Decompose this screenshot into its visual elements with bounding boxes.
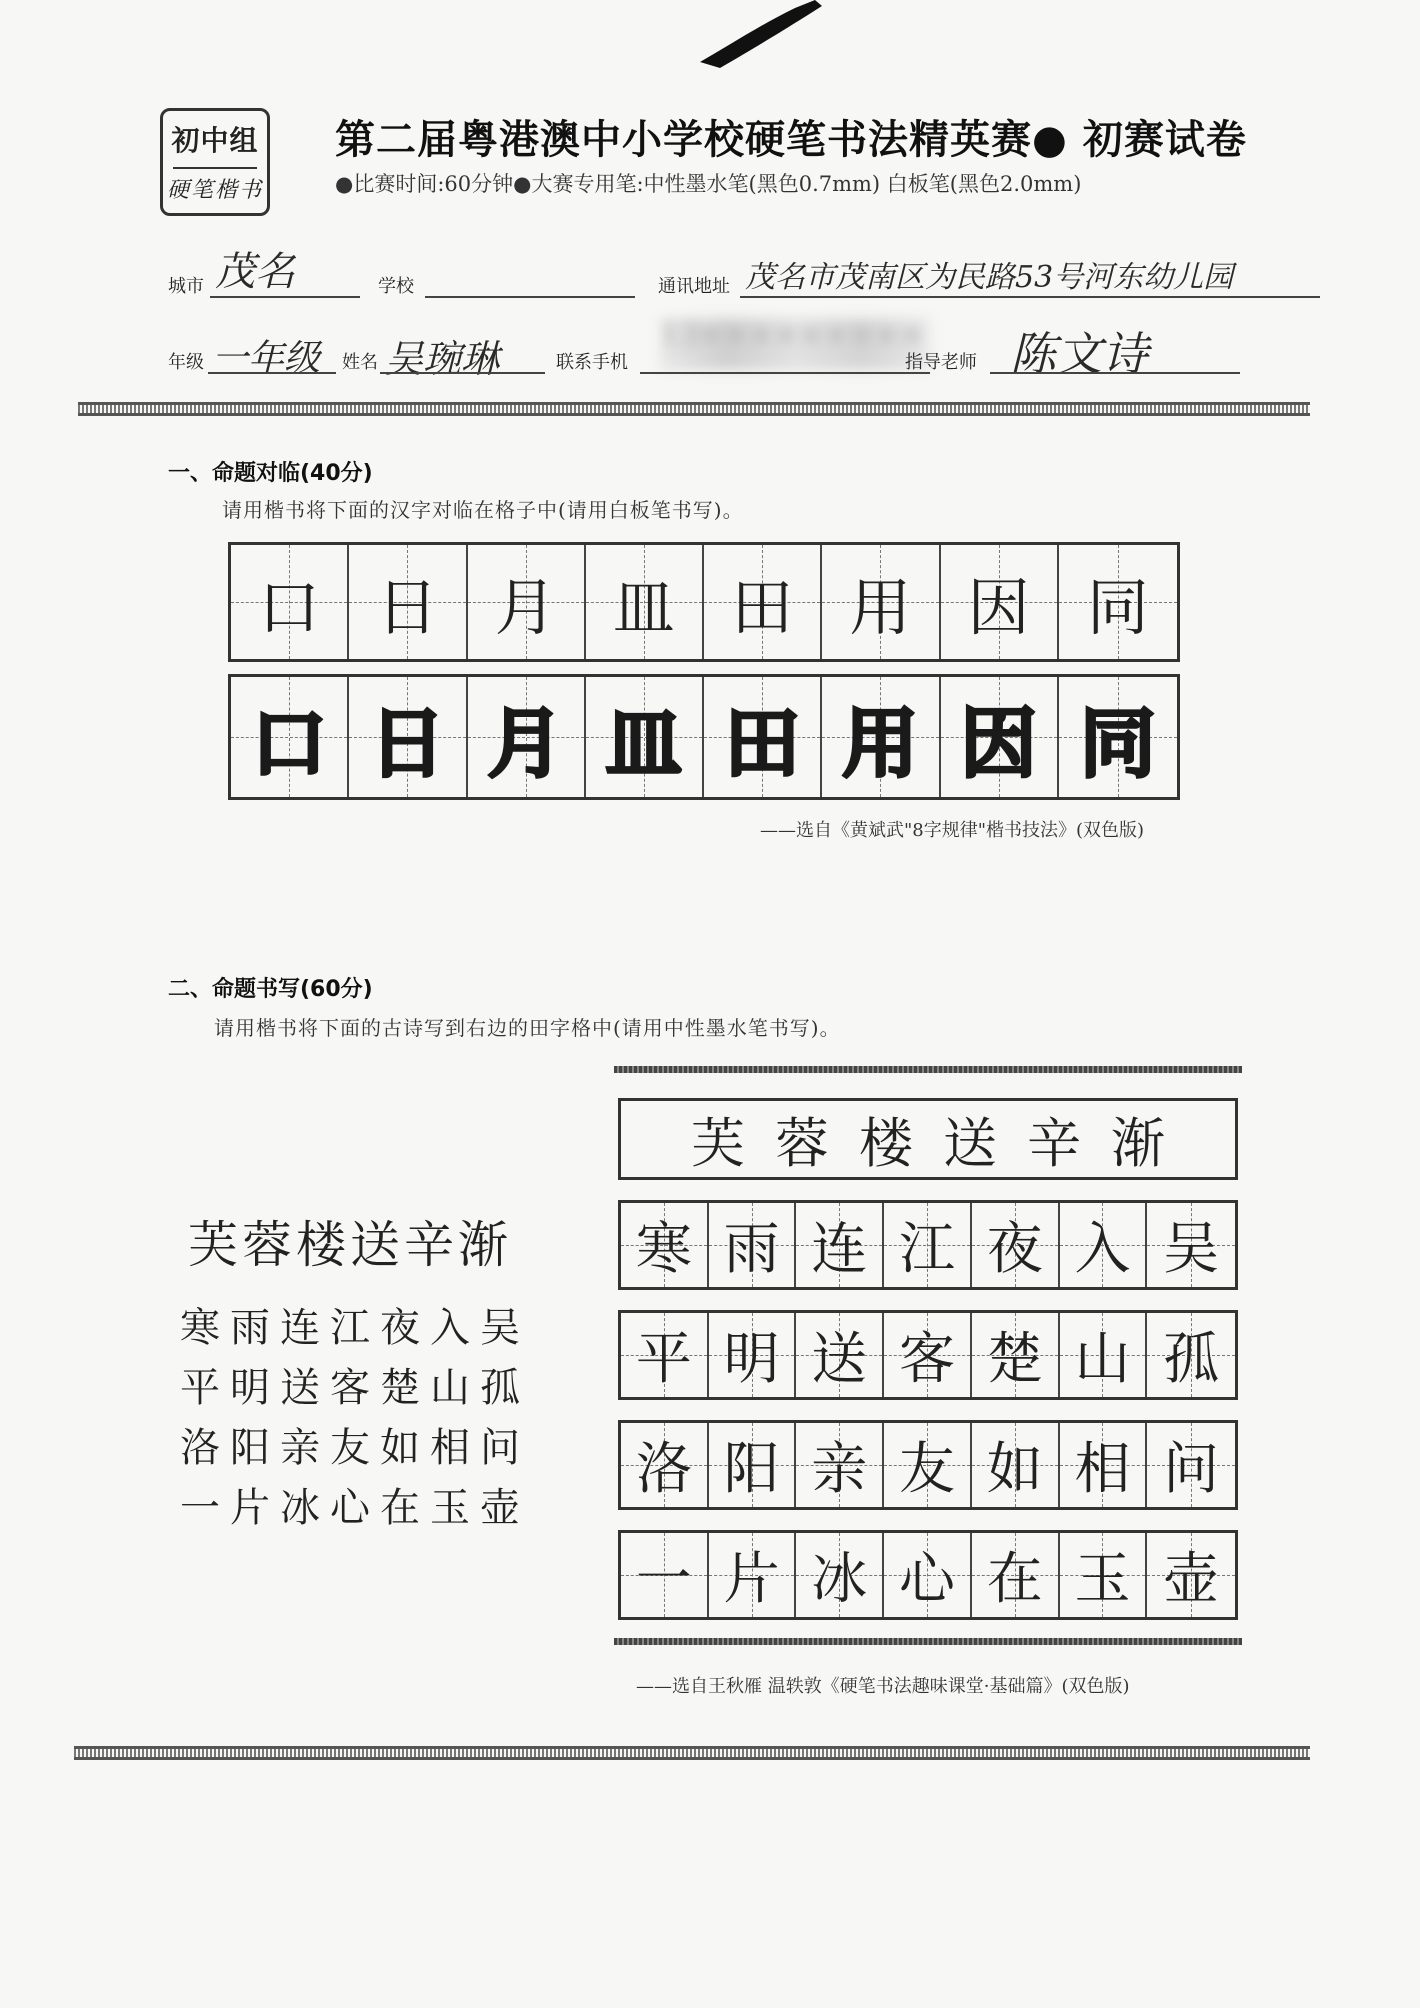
grade-line [208,372,336,374]
grid-cell[interactable]: 片 [709,1533,797,1617]
poem-title: 芙蓉楼送辛渐 [188,1216,512,1274]
model-cell: 皿 [586,677,704,797]
phone-label: 联系手机 [556,352,628,373]
poem-line: 平明送客楚山孤 [180,1365,530,1411]
header-divider [78,402,1310,416]
grid-cell[interactable]: 夜 [972,1203,1060,1287]
grid-cell[interactable]: 皿 [586,545,704,659]
section1-instruction: 请用楷书将下面的汉字对临在格子中(请用白板笔书写)。 [222,498,744,522]
category-label: 硬笔楷书 [166,178,263,203]
grid-cell[interactable]: 用 [822,545,940,659]
grid-cell[interactable]: 在 [972,1533,1060,1617]
grid-cell[interactable]: 明 [709,1313,797,1397]
grid-cell[interactable]: 如 [972,1423,1060,1507]
address-label: 通讯地址 [658,276,730,297]
grid-cell[interactable]: 送 [796,1313,884,1397]
grid-cell[interactable]: 孤 [1147,1313,1235,1397]
section2-title: 二、命题书写(60分) [168,977,373,1002]
writing-row [618,1420,1238,1510]
school-line [425,296,635,298]
frame-bottom-rule [614,1638,1242,1645]
writing-row [618,1530,1238,1620]
grid-cell[interactable]: 壶 [1147,1533,1235,1617]
written-title-box[interactable]: 芙蓉楼送辛渐 [618,1098,1238,1180]
school-label: 学校 [378,276,414,297]
grid-cell[interactable]: 相 [1060,1423,1148,1507]
grid-cell[interactable]: 山 [1060,1313,1148,1397]
grid-cell[interactable]: 江 [884,1203,972,1287]
grid-cell[interactable]: 洛 [621,1423,709,1507]
section1-title: 一、命题对临(40分) [168,461,373,486]
model-cell: 日 [349,677,467,797]
phone-redacted: 13××××××××× [660,318,930,370]
grid-cell[interactable]: 冰 [796,1533,884,1617]
student-copy-grid [228,542,1180,662]
grid-cell[interactable]: 吴 [1147,1203,1235,1287]
page-title: 第二届粤港澳中小学校硬笔书法精英赛● 初赛试卷 [335,117,1247,163]
section1-source: ——选自《黄斌武"8字规律"楷书技法》(双色版) [760,820,1145,841]
grid-cell[interactable]: 入 [1060,1203,1148,1287]
poem-line: 一片冰心在玉壶 [180,1485,530,1531]
group-badge [160,108,270,216]
grid-cell[interactable]: 日 [349,545,467,659]
teacher-line [990,372,1240,374]
grid-cell[interactable]: 平 [621,1313,709,1397]
group-label: 初中组 [171,124,259,157]
model-cell: 田 [704,677,822,797]
address-value[interactable]: 茂名市茂南区为民路53号河东幼儿园 [745,260,1234,295]
model-char-grid [228,674,1180,800]
frame-top-rule [614,1066,1242,1073]
teacher-value[interactable]: 陈文诗 [1010,327,1148,381]
address-line [740,296,1320,298]
grid-cell[interactable]: 阳 [709,1423,797,1507]
grid-cell[interactable]: 连 [796,1203,884,1287]
name-value[interactable]: 吴琬琳 [385,337,500,381]
page-subtitle: ●比赛时间:60分钟●大赛专用笔:中性墨水笔(黑色0.7mm) 白板笔(黑色2.0mm) [335,172,1082,196]
city-line [210,296,360,298]
grid-cell[interactable]: 月 [468,545,586,659]
name-line [380,372,545,374]
phone-line [640,372,930,374]
poem-line: 洛阳亲友如相问 [180,1425,530,1471]
grid-cell[interactable]: 同 [1059,545,1177,659]
section2-source: ——选自王秋雁 温轶敦《硬笔书法趣味课堂·基础篇》(双色版) [636,1676,1130,1697]
grid-cell[interactable]: 田 [704,545,822,659]
model-cell: 月 [468,677,586,797]
model-cell: 因 [941,677,1059,797]
grid-cell[interactable]: 因 [941,545,1059,659]
teacher-label: 指导老师 [905,352,977,373]
grid-cell[interactable]: 亲 [796,1423,884,1507]
model-cell: 同 [1059,677,1177,797]
writing-row [618,1310,1238,1400]
grid-cell[interactable]: 雨 [709,1203,797,1287]
poem-line: 寒雨连江夜入吴 [180,1305,530,1351]
ink-stroke-mark [690,0,830,70]
grid-cell[interactable]: 问 [1147,1423,1235,1507]
grid-cell[interactable]: 友 [884,1423,972,1507]
grid-cell[interactable]: 楚 [972,1313,1060,1397]
model-cell: 用 [822,677,940,797]
grid-cell[interactable]: 玉 [1060,1533,1148,1617]
grid-cell[interactable]: 心 [884,1533,972,1617]
grid-cell[interactable]: 寒 [621,1203,709,1287]
name-label: 姓名 [342,352,378,373]
grid-cell[interactable]: 客 [884,1313,972,1397]
grid-cell[interactable]: 一 [621,1533,709,1617]
model-cell: 口 [231,677,349,797]
city-label: 城市 [168,276,204,297]
section2-instruction: 请用楷书将下面的古诗写到右边的田字格中(请用中性墨水笔书写)。 [214,1016,841,1040]
grid-cell[interactable]: 口 [231,545,349,659]
city-value[interactable]: 茂名 [215,249,295,295]
grade-value[interactable]: 一年级 [212,338,321,379]
grade-label: 年级 [168,352,204,373]
writing-row [618,1200,1238,1290]
footer-divider [74,1746,1310,1760]
